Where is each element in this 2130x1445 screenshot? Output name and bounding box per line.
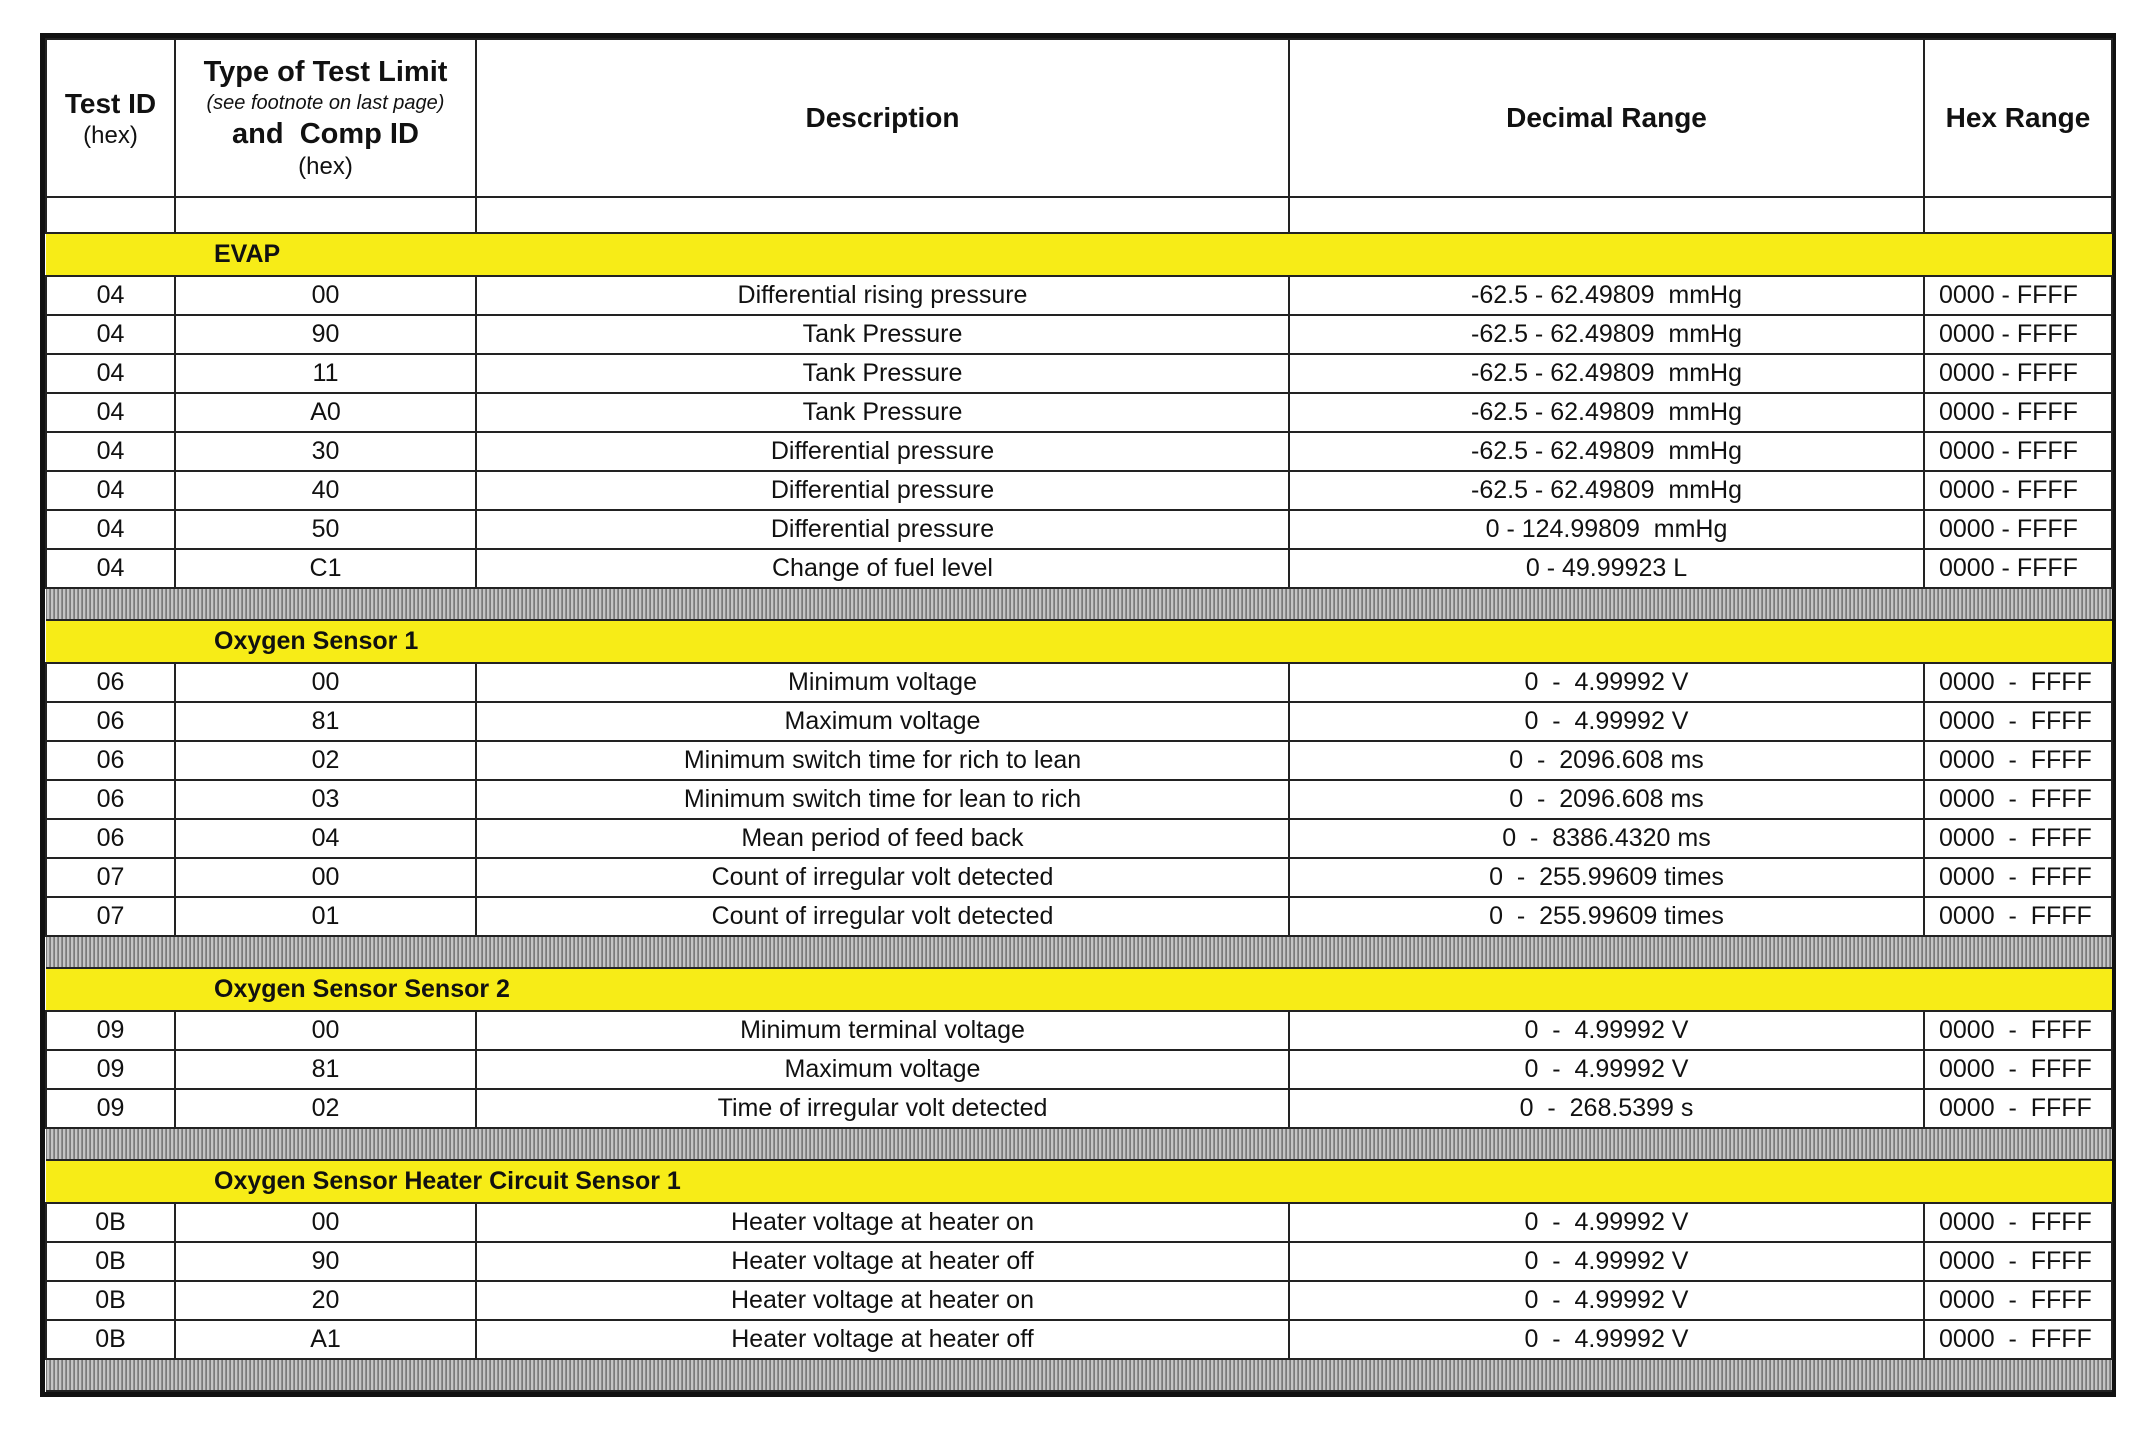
cell-description: Tank Pressure — [476, 354, 1289, 393]
cell-comp-id: 90 — [175, 1242, 476, 1281]
header-row — [46, 39, 2112, 197]
cell-description: Heater voltage at heater on — [476, 1281, 1289, 1320]
cell-test-id: 04 — [46, 354, 175, 393]
cell-hex-range: 0000 - FFFF — [1924, 741, 2112, 780]
cell-test-id: 09 — [46, 1050, 175, 1089]
table-row — [46, 702, 2112, 741]
cell-hex-range: 0000 - FFFF — [1924, 393, 2112, 432]
cell-decimal-range: -62.5 - 62.49809 mmHg — [1289, 354, 1924, 393]
cell-decimal-range: 0 - 255.99609 times — [1289, 897, 1924, 936]
cell-decimal-range: 0 - 4.99992 V — [1289, 1281, 1924, 1320]
table-row — [46, 393, 2112, 432]
cell-description: Maximum voltage — [476, 702, 1289, 741]
cell-hex-range: 0000 - FFFF — [1924, 471, 2112, 510]
cell-hex-range: 0000 - FFFF — [1924, 1281, 2112, 1320]
header-decimal-range — [1289, 39, 1924, 197]
cell-test-id: 09 — [46, 1089, 175, 1128]
blank-row — [46, 197, 2112, 233]
cell-description: Heater voltage at heater on — [476, 1203, 1289, 1242]
cell-comp-id: 02 — [175, 1089, 476, 1128]
cell-description: Count of irregular volt detected — [476, 897, 1289, 936]
cell-test-id: 06 — [46, 780, 175, 819]
cell-comp-id: 04 — [175, 819, 476, 858]
cell-test-id: 0B — [46, 1203, 175, 1242]
cell-comp-id: 00 — [175, 1203, 476, 1242]
cell-decimal-range: 0 - 4.99992 V — [1289, 1050, 1924, 1089]
cell-hex-range: 0000 - FFFF — [1924, 354, 2112, 393]
section-header-row — [46, 233, 2112, 276]
cell-decimal-range: 0 - 49.99923 L — [1289, 549, 1924, 588]
cell-description: Minimum terminal voltage — [476, 1011, 1289, 1050]
table-row — [46, 1089, 2112, 1128]
table-row — [46, 432, 2112, 471]
cell-decimal-range: 0 - 255.99609 times — [1289, 858, 1924, 897]
cell-test-id: 04 — [46, 393, 175, 432]
cell-description: Heater voltage at heater off — [476, 1320, 1289, 1359]
cell-hex-range: 0000 - FFFF — [1924, 549, 2112, 588]
section-header-row — [46, 968, 2112, 1011]
cell-comp-id: 03 — [175, 780, 476, 819]
header-type-note: (see footnote on last page) — [206, 91, 445, 114]
cell-test-id: 04 — [46, 471, 175, 510]
cell-hex-range: 0000 - FFFF — [1924, 1011, 2112, 1050]
cell-description: Time of irregular volt detected — [476, 1089, 1289, 1128]
cell-description: Differential pressure — [476, 432, 1289, 471]
cell-hex-range: 0000 - FFFF — [1924, 315, 2112, 354]
cell-comp-id: A1 — [175, 1320, 476, 1359]
cell-test-id: 0B — [46, 1242, 175, 1281]
header-hex-range — [1924, 39, 2112, 197]
section-header-row — [46, 620, 2112, 663]
cell-description: Heater voltage at heater off — [476, 1242, 1289, 1281]
cell-test-id: 04 — [46, 276, 175, 315]
cell-comp-id: A0 — [175, 393, 476, 432]
cell-test-id: 06 — [46, 663, 175, 702]
cell-hex-range: 0000 - FFFF — [1924, 1203, 2112, 1242]
table-row — [46, 897, 2112, 936]
cell-test-id: 09 — [46, 1011, 175, 1050]
cell-test-id: 04 — [46, 549, 175, 588]
cell-comp-id: 11 — [175, 354, 476, 393]
table-row — [46, 549, 2112, 588]
cell-decimal-range: 0 - 4.99992 V — [1289, 663, 1924, 702]
cell-decimal-range: 0 - 2096.608 ms — [1289, 780, 1924, 819]
cell-comp-id: 40 — [175, 471, 476, 510]
section-title: EVAP — [214, 240, 281, 268]
section-separator — [46, 1128, 2112, 1160]
cell-description: Differential pressure — [476, 471, 1289, 510]
cell-comp-id: 81 — [175, 1050, 476, 1089]
cell-decimal-range: 0 - 8386.4320 ms — [1289, 819, 1924, 858]
table-row — [46, 1203, 2112, 1242]
table-row — [46, 780, 2112, 819]
cell-description: Minimum voltage — [476, 663, 1289, 702]
section-title: Oxygen Sensor Heater Circuit Sensor 1 — [214, 1167, 681, 1195]
cell-test-id: 06 — [46, 702, 175, 741]
cell-comp-id: 01 — [175, 897, 476, 936]
header-type-title: Type of Test Limit — [203, 56, 448, 89]
cell-hex-range: 0000 - FFFF — [1924, 1050, 2112, 1089]
cell-decimal-range: 0 - 124.99809 mmHg — [1289, 510, 1924, 549]
cell-test-id: 0B — [46, 1281, 175, 1320]
header-test-id — [46, 39, 175, 197]
cell-comp-id: 81 — [175, 702, 476, 741]
section-title: Oxygen Sensor Sensor 2 — [214, 975, 510, 1003]
test-limit-table — [45, 38, 2113, 1392]
cell-hex-range: 0000 - FFFF — [1924, 663, 2112, 702]
cell-description: Mean period of feed back — [476, 819, 1289, 858]
cell-description: Count of irregular volt detected — [476, 858, 1289, 897]
cell-description: Change of fuel level — [476, 549, 1289, 588]
cell-decimal-range: -62.5 - 62.49809 mmHg — [1289, 315, 1924, 354]
cell-hex-range: 0000 - FFFF — [1924, 432, 2112, 471]
cell-hex-range: 0000 - FFFF — [1924, 897, 2112, 936]
cell-hex-range: 0000 - FFFF — [1924, 858, 2112, 897]
test-limit-sheet — [40, 33, 2116, 1397]
section-separator — [46, 936, 2112, 968]
cell-hex-range: 0000 - FFFF — [1924, 1242, 2112, 1281]
cell-comp-id: 50 — [175, 510, 476, 549]
cell-decimal-range: 0 - 2096.608 ms — [1289, 741, 1924, 780]
header-decimal-range-label: Decimal Range — [1506, 102, 1707, 134]
cell-description: Differential rising pressure — [476, 276, 1289, 315]
table-row — [46, 1011, 2112, 1050]
cell-test-id: 04 — [46, 315, 175, 354]
table-row — [46, 1050, 2112, 1089]
cell-comp-id: 00 — [175, 663, 476, 702]
cell-decimal-range: 0 - 4.99992 V — [1289, 1011, 1924, 1050]
cell-description: Tank Pressure — [476, 393, 1289, 432]
cell-hex-range: 0000 - FFFF — [1924, 276, 2112, 315]
cell-decimal-range: -62.5 - 62.49809 mmHg — [1289, 432, 1924, 471]
table-row — [46, 354, 2112, 393]
cell-hex-range: 0000 - FFFF — [1924, 510, 2112, 549]
cell-hex-range: 0000 - FFFF — [1924, 780, 2112, 819]
cell-hex-range: 0000 - FFFF — [1924, 1089, 2112, 1128]
cell-hex-range: 0000 - FFFF — [1924, 1320, 2112, 1359]
table-row — [46, 819, 2112, 858]
cell-decimal-range: 0 - 4.99992 V — [1289, 1203, 1924, 1242]
table-row — [46, 471, 2112, 510]
cell-decimal-range: -62.5 - 62.49809 mmHg — [1289, 393, 1924, 432]
header-test-id-label: Test ID — [64, 87, 157, 119]
header-type-of-test-limit — [175, 39, 476, 197]
cell-test-id: 07 — [46, 858, 175, 897]
table-body — [46, 197, 2112, 1391]
cell-test-id: 0B — [46, 1320, 175, 1359]
cell-decimal-range: -62.5 - 62.49809 mmHg — [1289, 471, 1924, 510]
cell-test-id: 07 — [46, 897, 175, 936]
cell-description: Minimum switch time for rich to lean — [476, 741, 1289, 780]
header-description — [476, 39, 1289, 197]
section-header-row — [46, 1160, 2112, 1203]
table-row — [46, 858, 2112, 897]
header-description-label: Description — [805, 102, 960, 134]
cell-comp-id: C1 — [175, 549, 476, 588]
cell-comp-id: 30 — [175, 432, 476, 471]
cell-comp-id: 00 — [175, 858, 476, 897]
cell-decimal-range: 0 - 4.99992 V — [1289, 702, 1924, 741]
table-row — [46, 663, 2112, 702]
cell-test-id: 06 — [46, 819, 175, 858]
header-hex-range-label: Hex Range — [1945, 102, 2091, 134]
cell-test-id: 06 — [46, 741, 175, 780]
cell-test-id: 04 — [46, 432, 175, 471]
table-row — [46, 276, 2112, 315]
section-title: Oxygen Sensor 1 — [214, 627, 419, 655]
cell-comp-id: 00 — [175, 1011, 476, 1050]
table-row — [46, 741, 2112, 780]
header-test-id-sub: (hex) — [83, 121, 138, 149]
section-separator — [46, 588, 2112, 620]
cell-description: Differential pressure — [476, 510, 1289, 549]
table-row — [46, 1242, 2112, 1281]
cell-description: Tank Pressure — [476, 315, 1289, 354]
cell-decimal-range: 0 - 4.99992 V — [1289, 1242, 1924, 1281]
cell-description: Maximum voltage — [476, 1050, 1289, 1089]
header-comp-id: and Comp ID — [232, 117, 419, 150]
section-separator — [46, 1359, 2112, 1391]
cell-description: Minimum switch time for lean to rich — [476, 780, 1289, 819]
cell-decimal-range: 0 - 4.99992 V — [1289, 1320, 1924, 1359]
table-row — [46, 510, 2112, 549]
cell-decimal-range: -62.5 - 62.49809 mmHg — [1289, 276, 1924, 315]
cell-comp-id: 20 — [175, 1281, 476, 1320]
table-row — [46, 1281, 2112, 1320]
cell-comp-id: 00 — [175, 276, 476, 315]
table-row — [46, 1320, 2112, 1359]
cell-hex-range: 0000 - FFFF — [1924, 819, 2112, 858]
header-type-sub: (hex) — [298, 152, 353, 180]
cell-hex-range: 0000 - FFFF — [1924, 702, 2112, 741]
cell-comp-id: 02 — [175, 741, 476, 780]
cell-test-id: 04 — [46, 510, 175, 549]
table-row — [46, 315, 2112, 354]
cell-decimal-range: 0 - 268.5399 s — [1289, 1089, 1924, 1128]
cell-comp-id: 90 — [175, 315, 476, 354]
